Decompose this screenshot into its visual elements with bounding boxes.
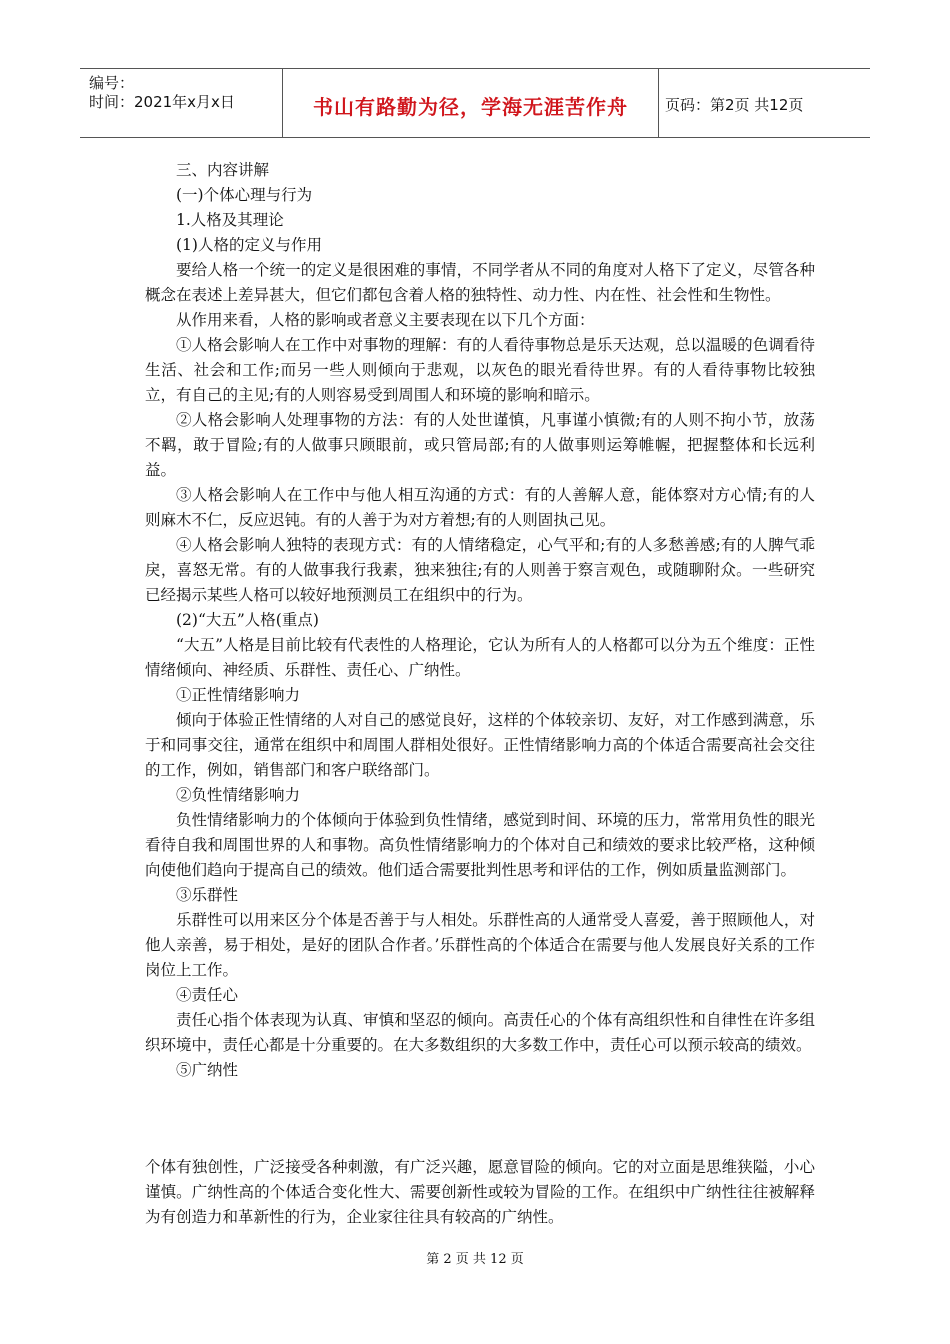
item-heading: ①正性情绪影响力 (176, 686, 301, 704)
topic-subheading: (1)人格的定义与作用 (176, 236, 322, 254)
document-number-label: 编号： (89, 74, 135, 92)
paragraph: 要给人格一个统一的定义是很困难的事情，不同学者从不同的角度对人格下了定义，尽管各种概念在表述上差异甚大，但它们都包含着人格的独特性、动力性、内在性、社会性和生物性。 (145, 261, 815, 304)
header-page-number: 页码：第2页 共12页 (665, 96, 804, 114)
header-motto: 书山有路勤为径，学海无涯苦作舟 (313, 95, 628, 119)
header-meta-cell (80, 69, 283, 137)
subsection-heading: (一)个体心理与行为 (176, 186, 313, 204)
paragraph: ①人格会影响人在工作中对事物的理解：有的人看待事物总是乐天达观，总以温暖的色调看待生活、社会和工作;而另一些人则倾向于悲观，以灰色的眼光看待世界。有的人看待事物比较独立，有自己的主见;有的人则容易受到周围人和环境的影响和暗示。 (145, 336, 815, 404)
topic-subheading: (2)“大五”人格(重点) (176, 611, 319, 629)
item-heading: ④责任心 (176, 986, 239, 1004)
header-page-cell (659, 69, 870, 137)
item-heading: ②负性情绪影响力 (176, 786, 301, 804)
page-header (80, 68, 870, 138)
paragraph: ④人格会影响人独特的表现方式：有的人情绪稳定，心气平和;有的人多愁善感;有的人脾气乖戾，喜怒无常。有的人做事我行我素，独来独往;有的人则善于察言观色，或随聊附众。一些研究已经揭示某些人格可以较好地预测员工在组织中的行为。 (145, 536, 815, 604)
paragraph: 倾向于体验正性情绪的人对自己的感觉良好，这样的个体较亲切、友好，对工作感到满意，乐于和同事交往，通常在组织中和周围人群相处很好。正性情绪影响力高的个体适合需要高社会交往的工作，例如，销售部门和客户联络部门。 (145, 711, 815, 779)
paragraph: ③人格会影响人在工作中与他人相互沟通的方式：有的人善解人意，能体察对方心情;有的人则麻木不仁，反应迟钝。有的人善于为对方着想;有的人则固执己见。 (145, 486, 815, 529)
paragraph: ②人格会影响人处理事物的方法：有的人处世谨慎，凡事谨小慎微;有的人则不拘小节，放荡不羁，敢于冒险;有的人做事只顾眼前，或只管局部;有的人做事则运筹帷幄，把握整体和长远利益。 (145, 411, 815, 479)
paragraph: “大五”人格是目前比较有代表性的人格理论，它认为所有人的人格都可以分为五个维度：正性情绪倾向、神经质、乐群性、责任心、广纳性。 (145, 636, 815, 679)
header-motto-cell (283, 69, 659, 137)
paragraph: 个体有独创性，广泛接受各种刺激，有广泛兴趣，愿意冒险的倾向。它的对立面是思维狭隘，小心谨慎。广纳性高的个体适合变化性大、需要创新性或较为冒险的工作。在组织中广纳性往往被解释为有创造力和革新性的行为，企业家往往具有较高的广纳性。 (145, 1158, 815, 1226)
paragraph: 责任心指个体表现为认真、审慎和坚忍的倾向。高责任心的个体有高组织性和自律性在许多组织环境中，责任心都是十分重要的。在大多数组织的大多数工作中，责任心可以预示较高的绩效。 (145, 1011, 815, 1054)
item-heading: ⑤广纳性 (176, 1061, 239, 1079)
document-date: 时间：2021年x月x日 (89, 93, 235, 111)
paragraph: 负性情绪影响力的个体倾向于体验到负性情绪，感觉到时间、环境的压力，常常用负性的眼光看待自我和周围世界的人和事物。高负性情绪影响力的个体对自己和绩效的要求比较严格，这种倾向使他们趋向于提高自己的绩效。他们适合需要批判性思考和评估的工作，例如质量监测部门。 (145, 811, 815, 879)
final-paragraph-block (145, 1155, 815, 1230)
section-heading: 三、内容讲解 (176, 161, 270, 179)
paragraph: 从作用来看，人格的影响或者意义主要表现在以下几个方面： (176, 311, 595, 329)
topic-heading: 1.人格及其理论 (176, 211, 284, 229)
paragraph: 乐群性可以用来区分个体是否善于与人相处。乐群性高的人通常受人喜爱，善于照顾他人，对他人亲善，易于相处，是好的团队合作者。’乐群性高的个体适合在需要与他人发展良好关系的工作岗位上工作。 (145, 911, 815, 979)
document-body (145, 158, 815, 1083)
page-footer: 第 2 页 共 12 页 (426, 1252, 524, 1267)
item-heading: ③乐群性 (176, 886, 239, 904)
